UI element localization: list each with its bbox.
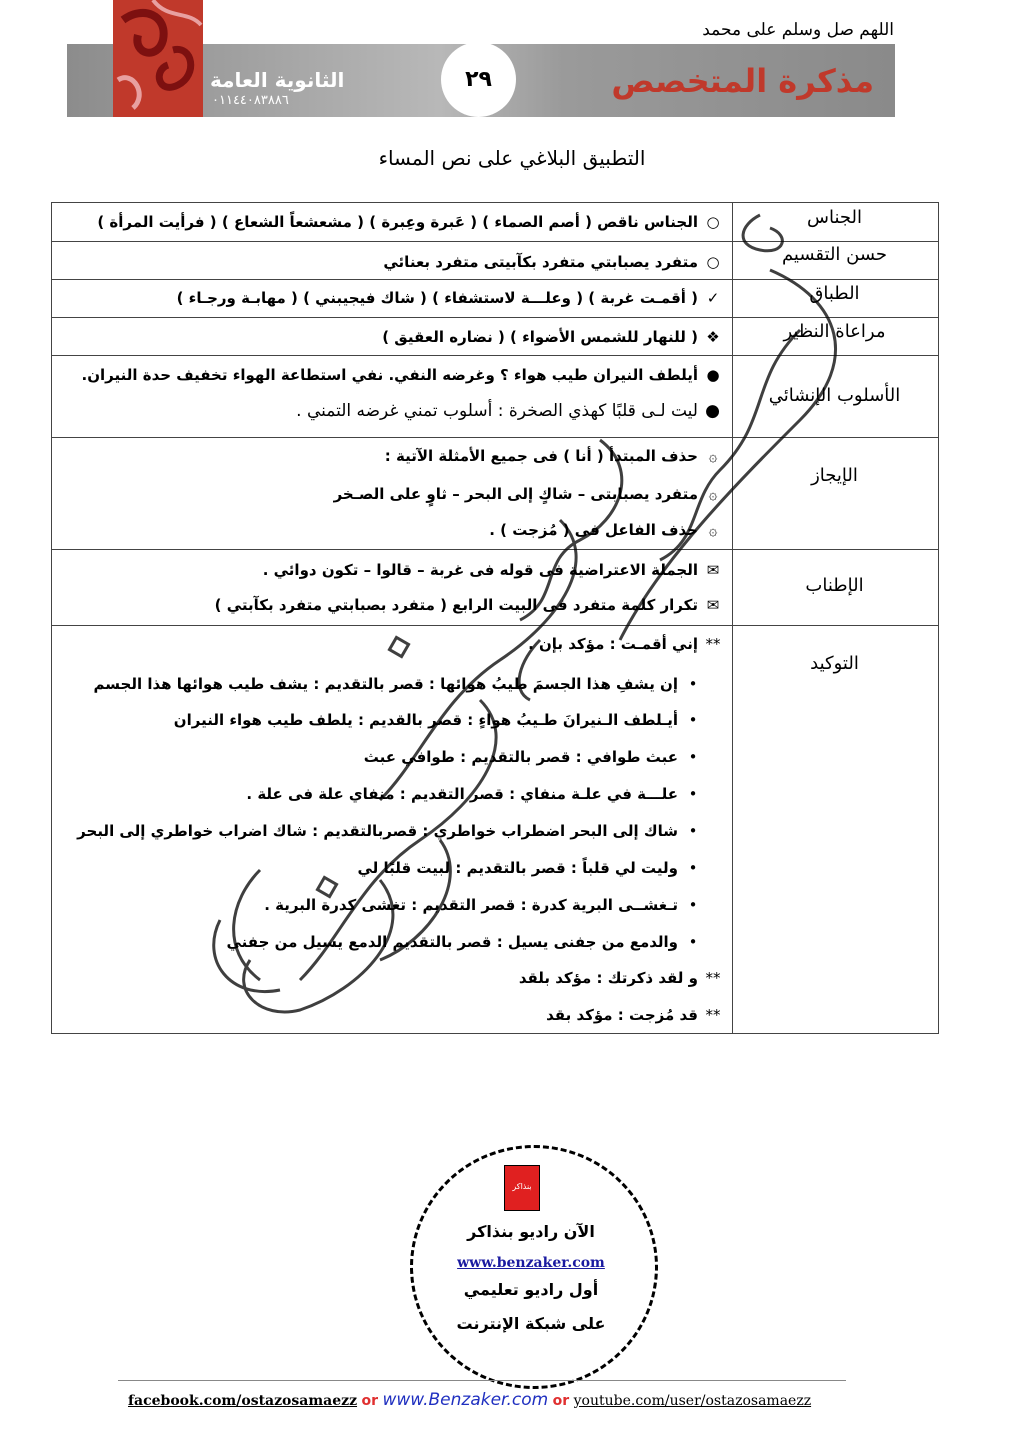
list-item: •والدمع من جفنى يسيل : قصر بالتقديم الدمع يسيل من جفني <box>227 933 703 951</box>
dot-bullet-icon: ● <box>706 366 720 384</box>
dot-bullet-icon: • <box>688 822 698 840</box>
facebook-link[interactable]: facebook.com/ostazosamaezz <box>128 1393 358 1409</box>
list-item: ✉الجملة الاعتراضية فى قوله فى غربة – قالوا – تكون دوائي . <box>263 561 722 579</box>
footer-divider <box>118 1380 846 1381</box>
memo-title: مذكرة المتخصص <box>611 62 874 100</box>
website-link[interactable]: www.Benzaker.com <box>382 1390 549 1410</box>
dot-bullet-icon: ● <box>705 401 721 421</box>
dot-bullet-icon: • <box>688 896 698 914</box>
envelope-bullet-icon: ✉ <box>706 596 720 614</box>
footer-links <box>128 1390 811 1410</box>
circle-bullet-icon: ○ <box>706 253 720 271</box>
page-title: التطبيق البلاغي على نص المساء <box>378 146 646 170</box>
category-jinas: الجناس <box>807 207 862 228</box>
list-item: ۞حذف الفاعل فى ( مُزجت ) . <box>489 521 722 539</box>
or-separator: or <box>361 1393 379 1409</box>
asterisk-bullet-icon: ** <box>705 1006 721 1024</box>
list-item: ○متفرد يصبابتي متفرد بكآبيتى متفرد بعنائي <box>383 253 722 271</box>
row-divider <box>52 355 938 356</box>
star-bullet-icon: ۞ <box>708 485 718 503</box>
stamp-line-2: أول راديو تعليمي <box>463 1280 599 1299</box>
category-tibaq: الطباق <box>809 283 860 304</box>
radio-logo: بنذاكر <box>504 1165 540 1211</box>
list-item: •وليت لي قلباً : قصر بالتقديم : لبيت قلبًا لي <box>357 859 702 877</box>
list-item: **و لقد ذكرتك : مؤكد بلقد <box>518 969 721 987</box>
category-uslub-inshai: الأسلوب الإنشائي <box>768 385 901 406</box>
list-item: ●أيلطف النيران طيب هواء ؟ وغرضه النفي. نفي استطاعة الهواء تخفيف حدة النيران. <box>82 366 723 384</box>
asterisk-bullet-icon: ** <box>705 635 721 653</box>
decorative-calligraphy-logo <box>113 0 203 117</box>
stamp-url-link[interactable]: www.benzaker.com <box>457 1255 605 1271</box>
list-item: ✓( أقمـت غربة ) ( وعلـــة لاستشفاء ) ( شاك فيجيبني ) ( مهابـة ورجـاء ) <box>177 289 722 307</box>
prayer-text: اللهم صل وسلم على محمد <box>702 20 894 40</box>
dot-bullet-icon: • <box>688 859 698 877</box>
row-divider <box>52 241 938 242</box>
dot-bullet-icon: • <box>688 933 698 951</box>
stamp-url-line <box>410 1252 652 1271</box>
row-divider <box>52 437 938 438</box>
stamp-line-1: الآن راديو بنذاكر <box>467 1222 595 1241</box>
list-item: •أيـلطف الـنيرانَ طـيبُ هواءٍ : قصر بالقديم : يلطف طيب هواء النيران <box>174 711 702 729</box>
list-item: •تـغشــى البرية كدرة : قصر التقديم : تغشى كدرة البرية . <box>264 896 702 914</box>
list-item: ۞حذف المبتدأ ( أنا ) فى جميع الأمثلة الآتية : <box>385 447 722 465</box>
row-divider <box>52 317 938 318</box>
rhetoric-table <box>51 202 939 1034</box>
envelope-bullet-icon: ✉ <box>706 561 720 579</box>
list-item: ✉تكرار كلمة متفرد فى البيت الرابع ( متفرد بصبابتي متفرد بكآبتي ) <box>215 596 722 614</box>
star-bullet-icon: ۞ <box>708 521 718 539</box>
phone-number: ٠١١٤٤٠٨٣٨٨٦ <box>212 93 289 108</box>
youtube-link[interactable]: youtube.com/user/ostazosamaezz <box>573 1393 812 1409</box>
category-itnab: الإطناب <box>805 575 864 596</box>
list-item: ○الجناس ناقص ( أصم الصماء ) ( عَبرة وعِبرة ) ( مشعشعاً الشعاع ) ( فرأيت المرأة ) <box>97 213 722 231</box>
list-item: **إني أقمـت : مؤكد بإن . <box>528 635 721 653</box>
dot-bullet-icon: • <box>688 675 698 693</box>
row-divider <box>52 549 938 550</box>
dot-bullet-icon: • <box>688 748 698 766</box>
list-item: **قد مُزجت : مؤكد بقد <box>546 1006 721 1024</box>
category-tawkid: التوكيد <box>810 653 859 674</box>
circle-bullet-icon: ○ <box>706 213 720 231</box>
list-item: •إن يشفِ هذا الجسمَ طيبُ هوائها : قصر بالتقديم : يشف طيب هوائها هذا الجسم <box>93 675 702 693</box>
row-divider <box>52 279 938 280</box>
star-bullet-icon: ۞ <box>708 447 718 465</box>
list-item: •علـــة في علـة منفاي : قصر التقديم : منفاي علة فى علة . <box>246 785 702 803</box>
or-separator: or <box>552 1393 570 1409</box>
brand-name: الثانوية العامة <box>210 68 345 92</box>
list-item: •شاك إلى البحر اضطراب خواطري : قصربالتقديم : شاك اضراب خواطري إلى البحر <box>77 822 702 840</box>
category-ijaz: الإيجاز <box>811 465 858 486</box>
list-item: •عبث طوافي : قصر بالتقديم : طوافي عبث <box>364 748 702 766</box>
page-number: ٢٩ <box>441 42 516 117</box>
asterisk-bullet-icon: ** <box>705 969 721 987</box>
stamp-line-3: على شبكة الإنترنت <box>456 1314 606 1333</box>
category-muraat-nazir: مراعاة النظير <box>783 321 886 342</box>
dot-bullet-icon: • <box>688 711 698 729</box>
list-item: ۞متفرد يصبابتى – شاكٍ إلى البحر – ثاوٍ على الصـخر <box>334 485 722 503</box>
checkmark-bullet-icon: ✓ <box>706 289 720 307</box>
dot-bullet-icon: • <box>688 785 698 803</box>
row-divider <box>52 625 938 626</box>
list-item: ❖( للنهار للشمس الأضواء ) ( نضاره العقيق ) <box>382 328 722 346</box>
diamond-bullet-icon: ❖ <box>706 328 720 346</box>
category-husn-taqsim: حسن التقسيم <box>781 244 888 265</box>
list-item: ●ليت لـى قلبًا كهذي الصخرة : أسلوب تمني غرضه التمني . <box>296 401 721 421</box>
